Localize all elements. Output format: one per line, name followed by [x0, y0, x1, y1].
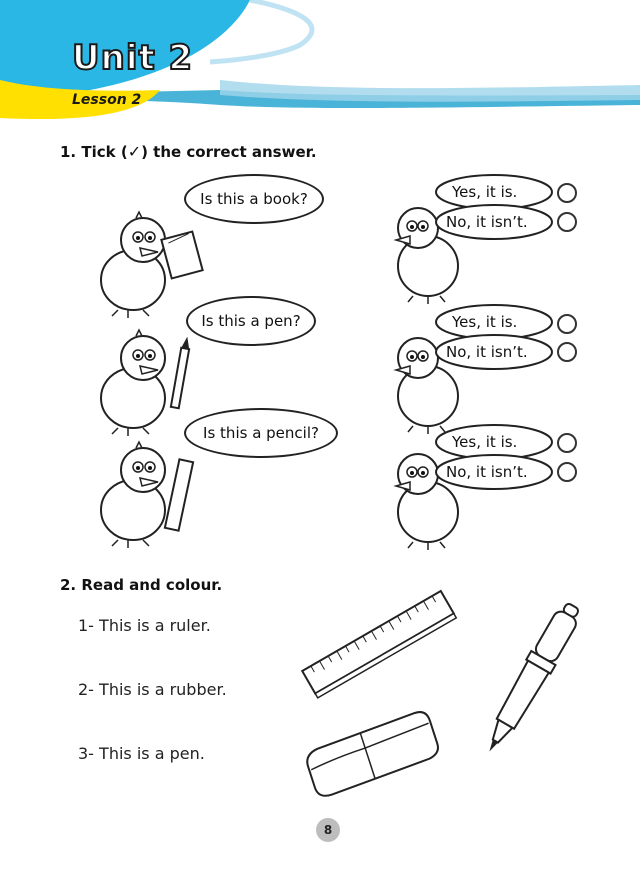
pen-colouring-icon[interactable] — [478, 592, 588, 772]
bird-with-ruler-icon — [88, 440, 208, 550]
tick-icon: ✓ — [127, 142, 142, 161]
tick-circle-yes-1[interactable] — [557, 183, 577, 203]
question-bubble-3 — [184, 408, 338, 458]
ruler-colouring-icon[interactable] — [294, 584, 464, 704]
bird-with-pencil-icon — [88, 328, 208, 438]
question-text-3: Is this a pencil? — [203, 424, 319, 442]
answer-yes-1: Yes, it is. — [452, 183, 518, 201]
answer-no-2: No, it isn’t. — [446, 343, 528, 361]
lesson-label: Lesson 2 — [72, 92, 142, 108]
section-1-title-prefix: 1. Tick ( — [60, 143, 128, 161]
tick-circle-no-2[interactable] — [557, 342, 577, 362]
question-text-2: Is this a pen? — [201, 312, 301, 330]
tick-circle-yes-2[interactable] — [557, 314, 577, 334]
tick-circle-no-3[interactable] — [557, 462, 577, 482]
section-1-title-suffix: ) the correct answer. — [141, 143, 317, 161]
answer-yes-2: Yes, it is. — [452, 313, 518, 331]
unit-title: Unit 2 — [72, 38, 194, 78]
question-bubble-1 — [184, 174, 324, 224]
section-2-title: 2. Read and colour. — [60, 576, 223, 594]
page-number: 8 — [316, 818, 340, 842]
question-bubble-2 — [186, 296, 316, 346]
rubber-colouring-icon[interactable] — [298, 706, 448, 806]
read-item-2: 2- This is a rubber. — [78, 680, 227, 699]
bird-with-book-icon — [88, 210, 208, 320]
header-banner — [0, 0, 640, 130]
tick-circle-no-1[interactable] — [557, 212, 577, 232]
read-item-3: 3- This is a pen. — [78, 744, 205, 763]
answer-no-3: No, it isn’t. — [446, 463, 528, 481]
answer-no-1: No, it isn’t. — [446, 213, 528, 231]
answer-yes-3: Yes, it is. — [452, 433, 518, 451]
read-item-1: 1- This is a ruler. — [78, 616, 211, 635]
section-1-title — [60, 142, 317, 161]
question-text-1: Is this a book? — [200, 190, 308, 208]
tick-circle-yes-3[interactable] — [557, 433, 577, 453]
